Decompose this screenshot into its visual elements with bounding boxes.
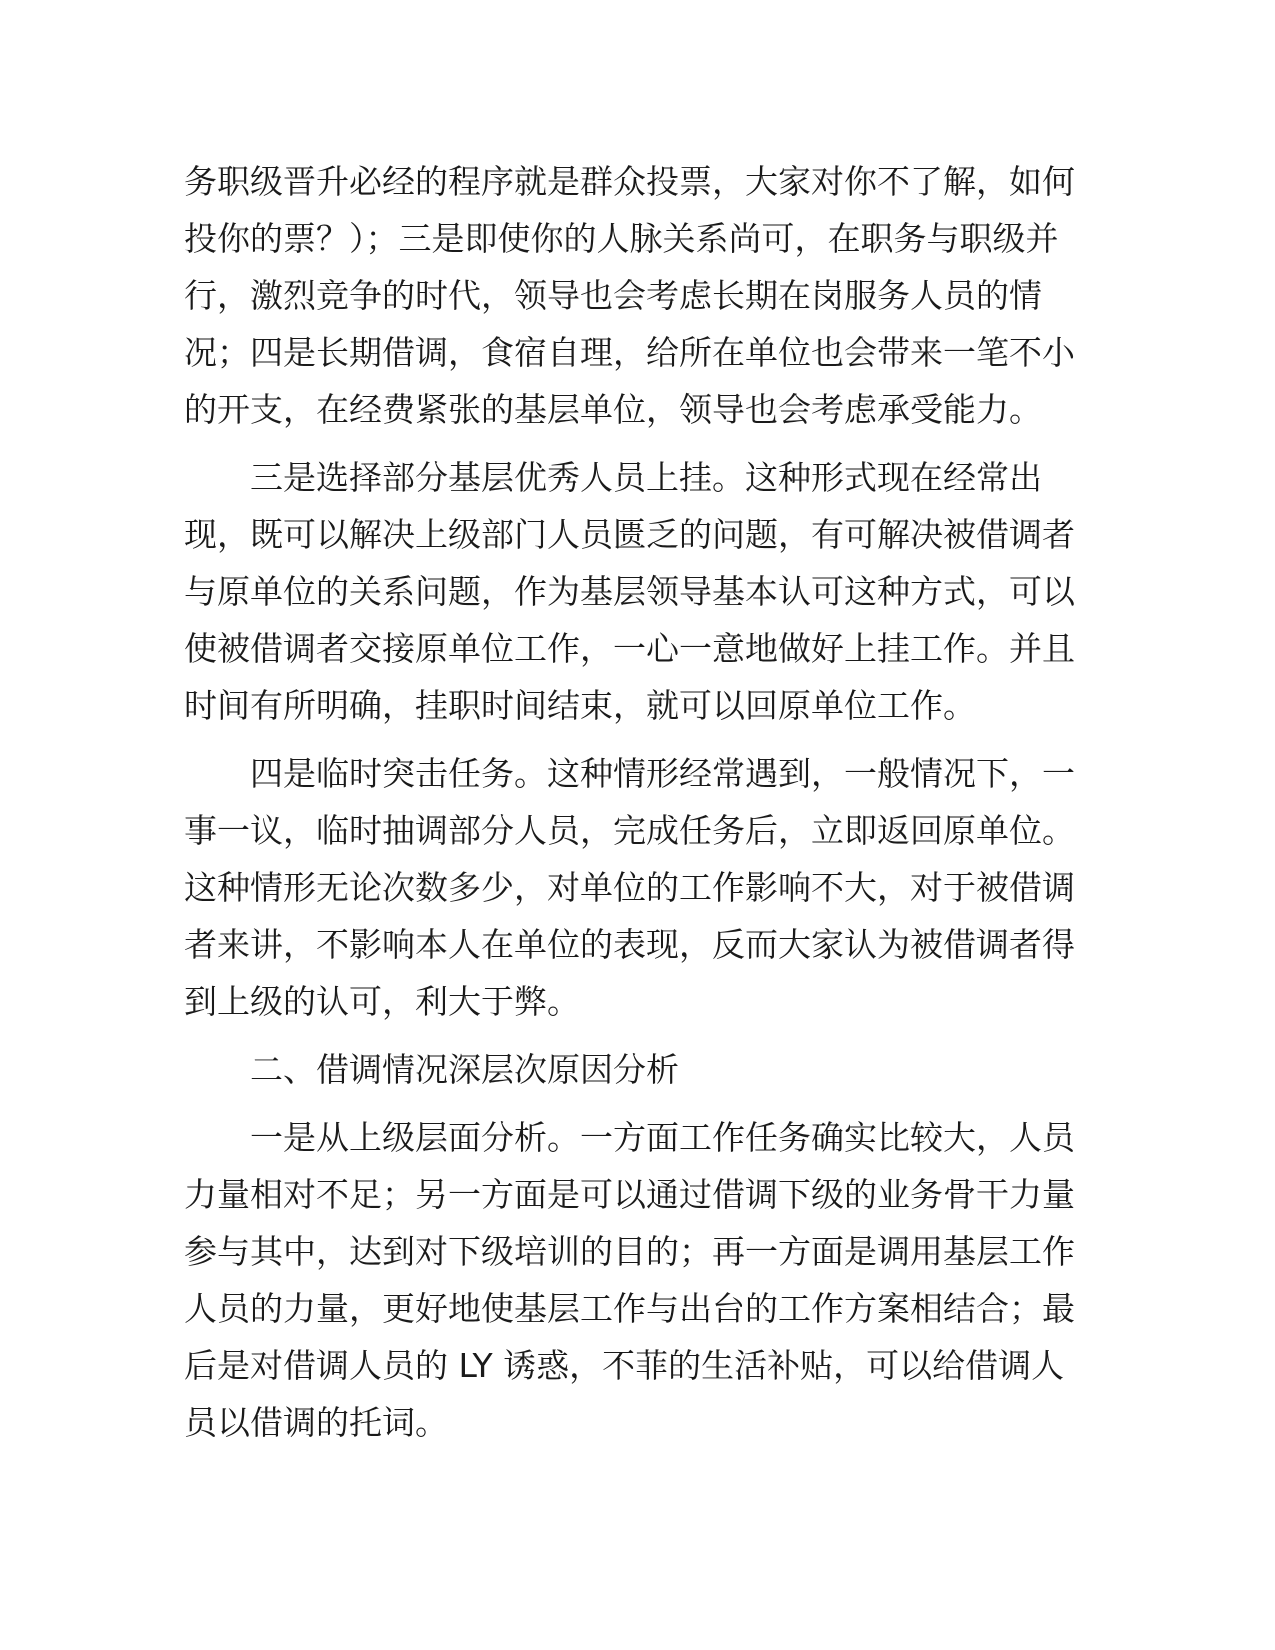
heading-text: 二、借调情况深层次原因分析 bbox=[250, 1050, 679, 1089]
text-line: 投你的票？）；三是即使你的人脉关系尚可，在职务与职级并 bbox=[184, 219, 1059, 258]
text-line: 三是选择部分基层优秀人员上挂。这种形式现在经常出 bbox=[250, 458, 1042, 497]
section-heading bbox=[184, 1041, 1084, 1098]
text-line: 者来讲，不影响本人在单位的表现，反而大家认为被借调者得 bbox=[184, 925, 1075, 964]
text-line: 行，激烈竞争的时代，领导也会考虑长期在岗服务人员的情 bbox=[184, 276, 1042, 315]
text-line: 况；四是长期借调，食宿自理，给所在单位也会带来一笔不小 bbox=[184, 333, 1075, 372]
text-line: 力量相对不足；另一方面是可以通过借调下级的业务骨干力量 bbox=[184, 1175, 1075, 1214]
text-line: 与原单位的关系问题，作为基层领导基本认可这种方式，可以 bbox=[184, 572, 1075, 611]
paragraph-continuation bbox=[184, 153, 1084, 438]
text-line: 参与其中，达到对下级培训的目的；再一方面是调用基层工作 bbox=[184, 1232, 1075, 1271]
text-line: 四是临时突击任务。这种情形经常遇到，一般情况下，一 bbox=[250, 754, 1075, 793]
document-body bbox=[184, 153, 1084, 1451]
text-line: 员以借调的托词。 bbox=[184, 1403, 448, 1442]
paragraph-analysis-one bbox=[184, 1109, 1084, 1451]
text-line: 的开支，在经费紧张的基层单位，领导也会考虑承受能力。 bbox=[184, 390, 1042, 429]
text-line: 时间有所明确，挂职时间结束，就可以回原单位工作。 bbox=[184, 686, 976, 725]
text-line: 后是对借调人员的 LY 诱惑，不菲的生活补贴，可以给借调人 bbox=[184, 1346, 1065, 1385]
text-line: 务职级晋升必经的程序就是群众投票，大家对你不了解，如何 bbox=[184, 162, 1075, 201]
text-line: 这种情形无论次数多少，对单位的工作影响不大，对于被借调 bbox=[184, 868, 1075, 907]
paragraph-point-four bbox=[184, 745, 1084, 1030]
text-line: 现，既可以解决上级部门人员匮乏的问题，有可解决被借调者 bbox=[184, 515, 1075, 554]
paragraph-point-three bbox=[184, 449, 1084, 734]
text-line: 到上级的认可，利大于弊。 bbox=[184, 982, 580, 1021]
text-line: 事一议，临时抽调部分人员，完成任务后，立即返回原单位。 bbox=[184, 811, 1075, 850]
text-line: 使被借调者交接原单位工作，一心一意地做好上挂工作。并且 bbox=[184, 629, 1075, 668]
text-line: 一是从上级层面分析。一方面工作任务确实比较大，人员 bbox=[250, 1118, 1075, 1157]
text-line: 人员的力量，更好地使基层工作与出台的工作方案相结合；最 bbox=[184, 1289, 1075, 1328]
